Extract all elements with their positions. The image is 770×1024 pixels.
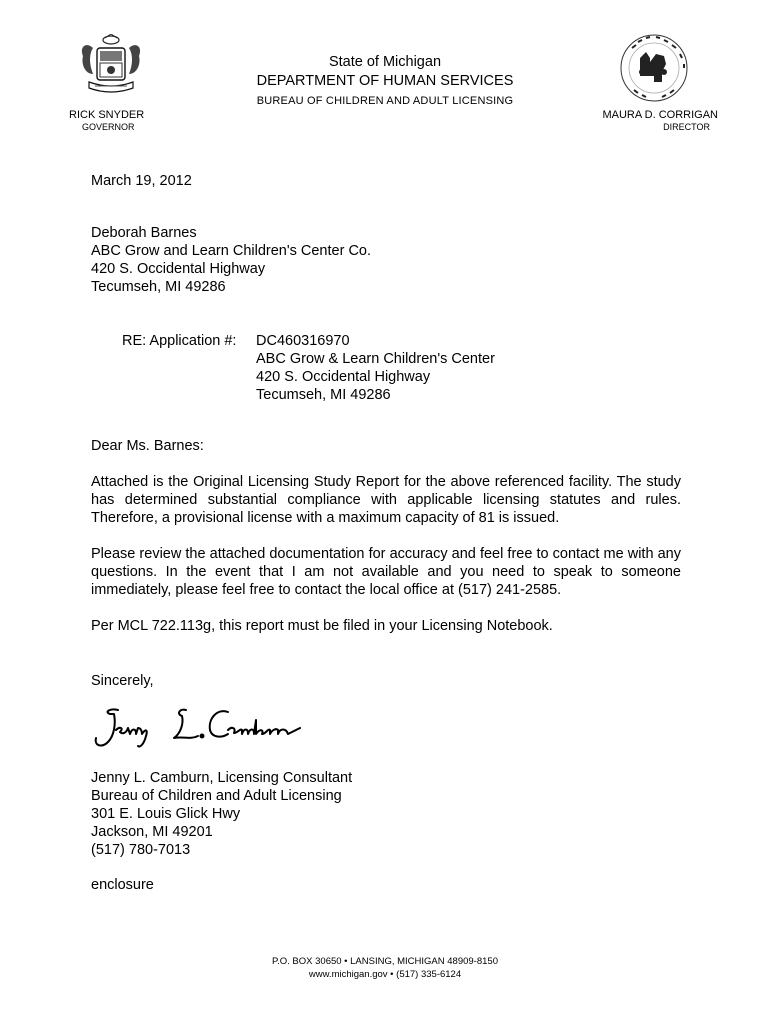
consultant-phone: (517) 780-7013: [91, 842, 191, 858]
facility-name: ABC Grow & Learn Children's Center: [256, 351, 495, 367]
footer-address: P.O. BOX 30650 • LANSING, MICHIGAN 48909-8150: [272, 956, 498, 967]
salutation: Dear Ms. Barnes:: [91, 438, 204, 454]
director-name: MAURA D. CORRIGAN: [602, 109, 718, 121]
closing: Sincerely,: [91, 673, 154, 689]
state-name: State of Michigan: [328, 54, 442, 70]
handwritten-signature: [90, 700, 310, 755]
recipient-company: ABC Grow and Learn Children's Center Co.: [91, 243, 372, 259]
re-details: [256, 332, 495, 404]
consultant-bureau: Bureau of Children and Adult Licensing: [91, 788, 342, 804]
paragraph-2: Please review the attached documentation for accuracy and feel free to contact me with any questions. In the event that I am not available and you need to speak to someone immediately, please feel free to contact the local office at (517) 241-2585.: [91, 546, 681, 598]
application-number: DC460316970: [256, 333, 350, 349]
department-name: DEPARTMENT OF HUMAN SERVICES: [256, 73, 514, 89]
letter-date: March 19, 2012: [91, 173, 192, 189]
paragraph-3: Per MCL 722.113g, this report must be filed in your Licensing Notebook.: [91, 618, 553, 634]
footer-contact: www.michigan.gov • (517) 335-6124: [308, 969, 462, 980]
paragraph-1: Attached is the Original Licensing Study Report for the above referenced facility. The study has determined substantial compliance with applicable licensing statutes and rules. Therefore, a provisional license with a maximum capacity of 81 is issued.: [91, 474, 681, 526]
director-title: DIRECTOR: [663, 122, 710, 132]
consultant-city: Jackson, MI 49201: [91, 824, 213, 840]
recipient-city: Tecumseh, MI 49286: [91, 279, 226, 295]
bureau-name: BUREAU OF CHILDREN AND ADULT LICENSING: [256, 95, 514, 107]
signature-block: [91, 769, 352, 859]
facility-city: Tecumseh, MI 49286: [256, 387, 391, 403]
re-label: RE: Application #:: [122, 333, 237, 349]
recipient-address: [91, 224, 371, 296]
recipient-street: 420 S. Occidental Highway: [91, 261, 266, 277]
recipient-name: Deborah Barnes: [91, 225, 197, 241]
enclosure-note: enclosure: [91, 877, 154, 893]
governor-name: RICK SNYDER: [69, 109, 145, 121]
consultant-street: 301 E. Louis Glick Hwy: [91, 806, 241, 822]
governor-title: GOVERNOR: [82, 122, 135, 132]
consultant-name-title: Jenny L. Camburn, Licensing Consultant: [91, 770, 353, 786]
facility-street: 420 S. Occidental Highway: [256, 369, 431, 385]
